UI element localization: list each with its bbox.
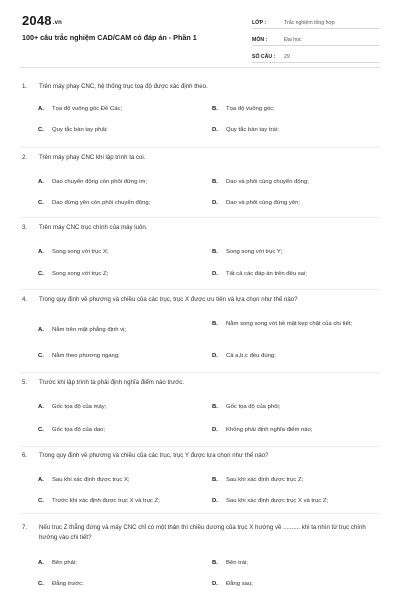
question-number: 7. xyxy=(22,524,28,531)
question-divider xyxy=(20,372,380,373)
question-text xyxy=(22,523,382,543)
meta-label: LỚP : xyxy=(252,20,267,26)
answer-option[interactable] xyxy=(212,497,372,519)
option-text: Gốc tọa độ của phôi; xyxy=(226,404,281,410)
question-number: 4. xyxy=(22,296,28,303)
option-letter: D. xyxy=(212,353,218,359)
option-text: Song song với trục X; xyxy=(52,249,109,255)
answer-option[interactable] xyxy=(212,559,372,581)
answer-option[interactable] xyxy=(38,580,198,602)
option-text: Sau khi xác định được trục Z; xyxy=(226,477,304,483)
answer-option[interactable] xyxy=(38,559,198,581)
option-letter: C. xyxy=(38,127,44,133)
option-letter: B. xyxy=(212,249,218,255)
option-text: Sau khi xác định được trục X; xyxy=(52,477,130,483)
question-text xyxy=(22,378,382,388)
option-text: Song song với trục Y; xyxy=(226,249,283,255)
header-divider xyxy=(20,67,380,68)
option-letter: D. xyxy=(212,200,218,206)
answer-option[interactable] xyxy=(38,497,198,519)
option-text: Tọa độ vuông góc; xyxy=(226,106,275,112)
option-text: Bên trái; xyxy=(226,560,248,566)
answer-option[interactable] xyxy=(212,352,372,374)
option-text: Trước khi xác định được trục X và trục Z; xyxy=(52,498,160,504)
option-text: Gốc tọa độ của máy; xyxy=(52,404,107,410)
question-number: 5. xyxy=(22,379,28,386)
option-letter: A. xyxy=(38,477,44,483)
question-text xyxy=(22,295,382,305)
option-letter: B. xyxy=(212,321,218,327)
option-letter: D. xyxy=(212,498,218,504)
answer-option[interactable] xyxy=(212,178,372,200)
question-divider xyxy=(20,446,380,447)
question-body: Trên máy phay CNC, hệ thống trục toạ độ được xác định theo. xyxy=(39,83,208,90)
question-divider xyxy=(20,147,380,148)
option-letter: C. xyxy=(38,581,44,587)
option-letter: C. xyxy=(38,498,44,504)
option-letter: A. xyxy=(38,179,44,185)
option-text: Nằm song song với bề mặt kẹp chặt của chi tiết; xyxy=(226,321,352,327)
option-letter: B. xyxy=(212,477,218,483)
question-text xyxy=(22,153,382,163)
option-text: Cả a,b,c đều đúng; xyxy=(226,353,276,359)
answer-option[interactable] xyxy=(212,580,372,602)
meta-row-count xyxy=(252,49,380,63)
answer-option[interactable] xyxy=(38,178,198,200)
meta-label: MÔN : xyxy=(252,37,268,43)
option-letter: D. xyxy=(212,271,218,277)
option-text: Dao đứng yên còn phôi chuyển động; xyxy=(52,200,151,206)
option-text: Song song với trục Z; xyxy=(52,271,109,277)
option-text: Đằng sau; xyxy=(226,581,253,587)
option-text: Nằm theo phương ngang; xyxy=(52,353,120,359)
option-text: Quy tắc bàn tay phải; xyxy=(52,127,108,133)
question-body: Nếu trục Z thẳng đứng và máy CNC chỉ có một thân thì chiều dương của trục X hướng về .......... khi ta nhìn từ trục chính hướng vào chi tiết? xyxy=(39,524,366,541)
option-letter: A. xyxy=(38,106,44,112)
meta-row-subject xyxy=(252,32,380,46)
option-letter: C. xyxy=(38,271,44,277)
option-text: Sau khi xác định được trục X và trục Z; xyxy=(226,498,329,504)
option-text: Tọa độ vuông góc Đề Các; xyxy=(52,106,123,112)
question-body: Trên máy CNC trục chính của máy luôn. xyxy=(39,224,148,231)
meta-value: Đại học xyxy=(284,37,302,43)
option-letter: C. xyxy=(38,200,44,206)
question-number: 1. xyxy=(22,83,28,90)
answer-option[interactable] xyxy=(38,248,198,270)
option-letter: A. xyxy=(38,560,44,566)
option-letter: C. xyxy=(38,427,44,433)
option-letter: B. xyxy=(212,560,218,566)
answer-option[interactable] xyxy=(38,326,198,348)
question-number: 2. xyxy=(22,154,28,161)
meta-label: SỐ CÂU : xyxy=(252,54,276,60)
question-body: Trong quy định về phương và chiều của các trục, trục X được ưu tiên và lựa chọn như thế nào? xyxy=(39,296,298,303)
meta-value: 29 xyxy=(284,54,290,60)
option-text: Quy tắc bàn tay trái; xyxy=(226,127,279,133)
option-text: Bên phải; xyxy=(52,560,77,566)
answer-option[interactable] xyxy=(212,320,372,342)
option-text: Đằng trước; xyxy=(52,581,84,587)
question-body: Trước khi lập trình ta phải định nghĩa điểm nào trước. xyxy=(39,379,184,386)
option-letter: B. xyxy=(212,179,218,185)
option-text: Không phải định nghĩa điểm nào; xyxy=(226,427,313,433)
meta-panel xyxy=(252,15,380,63)
brand-name: 2048 xyxy=(22,13,52,28)
question-number: 3. xyxy=(22,224,28,231)
option-text: Dao chuyển động còn phôi đứng im; xyxy=(52,179,147,185)
question-text xyxy=(22,82,382,92)
answer-option[interactable] xyxy=(38,126,198,148)
option-letter: B. xyxy=(212,106,218,112)
question-body: Trên máy phay CNC khi lập trình ta coi. xyxy=(39,154,146,161)
page-title: 100+ câu trắc nghiệm CAD/CAM có đáp án - Phần 1 xyxy=(22,33,197,42)
option-letter: A. xyxy=(38,249,44,255)
brand-tld: .vn xyxy=(52,20,63,26)
answer-option[interactable] xyxy=(212,403,372,425)
option-letter: B. xyxy=(212,404,218,410)
option-letter: C. xyxy=(38,353,44,359)
question-text xyxy=(22,223,382,233)
answer-option[interactable] xyxy=(38,426,198,448)
meta-value: Trắc nghiệm tổng hợp xyxy=(284,20,335,26)
brand-logo[interactable] xyxy=(22,13,62,28)
option-text: Gốc tọa độ của dao; xyxy=(52,427,106,433)
answer-option[interactable] xyxy=(212,426,372,448)
option-letter: A. xyxy=(38,327,44,333)
answer-option[interactable] xyxy=(212,105,372,127)
option-text: Dao và phôi cùng đứng yên; xyxy=(226,200,301,206)
answer-option[interactable] xyxy=(38,476,198,498)
meta-row-class xyxy=(252,15,380,29)
question-divider xyxy=(20,289,380,290)
question-text xyxy=(22,451,382,461)
question-body: Trong quy định về phương và chiều của các trục, trục Y được lựa chọn như thế nào? xyxy=(39,452,269,459)
answer-option[interactable] xyxy=(38,403,198,425)
option-text: Nằm trên mặt phẳng định vị; xyxy=(52,327,126,333)
header xyxy=(0,0,400,70)
option-letter: D. xyxy=(212,581,218,587)
answer-option[interactable] xyxy=(38,105,198,127)
question-divider xyxy=(20,217,380,218)
option-letter: D. xyxy=(212,427,218,433)
answer-option[interactable] xyxy=(212,476,372,498)
question-divider xyxy=(20,513,380,514)
option-text: Dao và phôi cùng chuyển động; xyxy=(226,179,309,185)
option-text: Tất cả các đáp án trên đều sai; xyxy=(226,271,307,277)
answer-option[interactable] xyxy=(38,352,198,374)
answer-option[interactable] xyxy=(212,126,372,148)
option-letter: A. xyxy=(38,404,44,410)
question-number: 6. xyxy=(22,452,28,459)
option-letter: D. xyxy=(212,127,218,133)
answer-option[interactable] xyxy=(212,248,372,270)
